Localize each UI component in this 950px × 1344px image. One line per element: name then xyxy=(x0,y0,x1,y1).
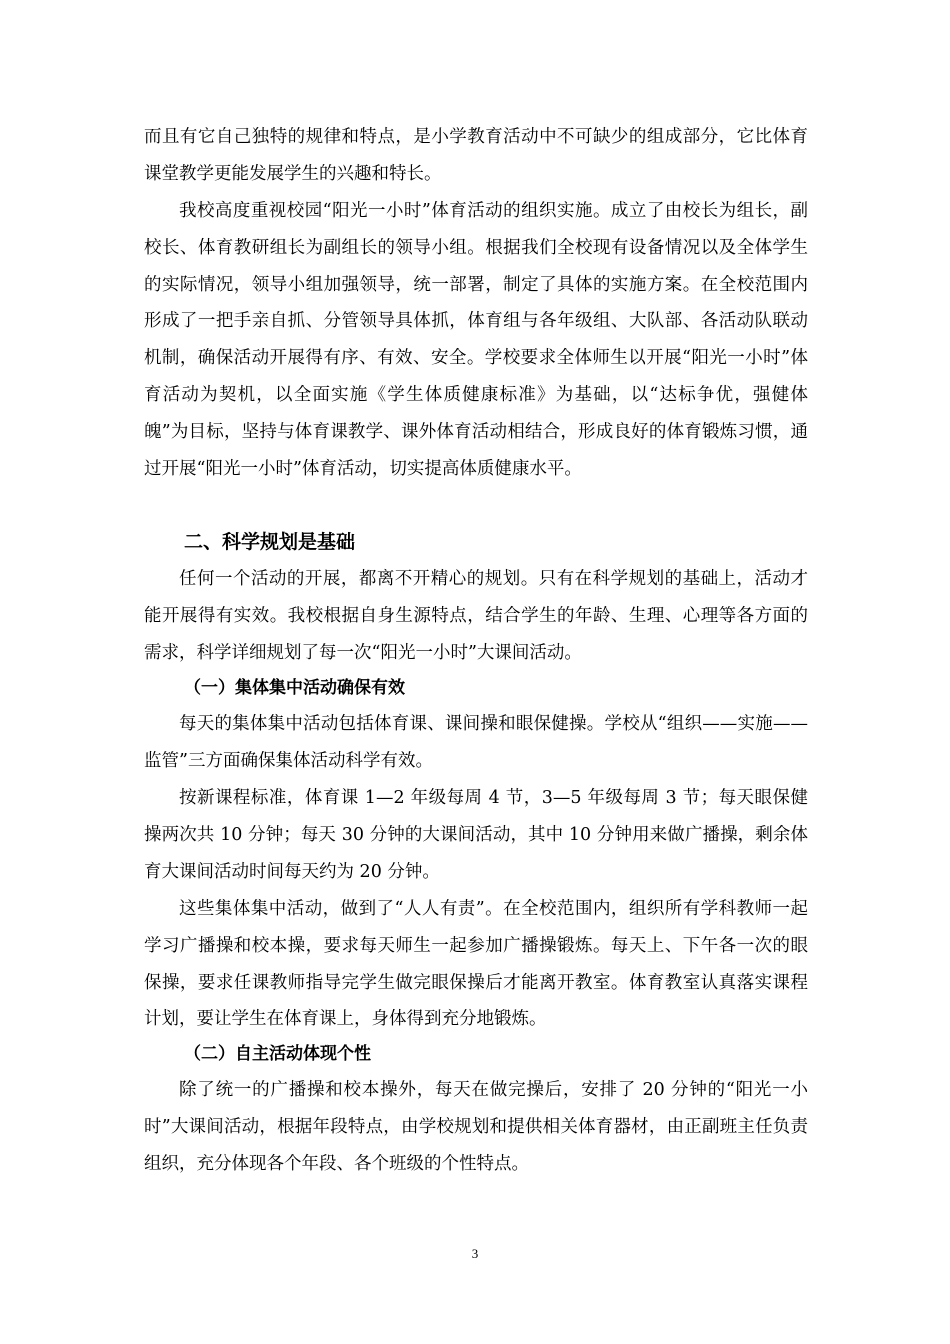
paragraph-collective-activities: 每天的集体集中活动包括体育课、课间操和眼保健操。学校从“组织——实施——监管”三方面确保集体活动科学有效。 xyxy=(144,714,808,771)
paragraph-organization: 我校高度重视校园“阳光一小时”体育活动的组织实施。成立了由校长为组长，副校长、体育教研组长为副组长的领导小组。根据我们全校现有设备情况以及全体学生的实际情况，领导小组加强领导，统一部署，制定了具体的实施方案。在全校范围内形成了一把手亲自抓、分管领导具体抓，体育组与各年级组、大队部、各活动队联动机制，确保活动开展得有序、有效、安全。学校要求全体师生以开展“阳光一小时”体育活动为契机，以全面实施《学生体质健康标准》为基础，以“达标争优，强健体魄”为目标，坚持与体育课教学、课外体育活动相结合，形成良好的体育锻炼习惯，通过开展“阳光一小时”体育活动，切实提高体质健康水平。 xyxy=(144,201,808,479)
paragraph-planning: 任何一个活动的开展，都离不开精心的规划。只有在科学规划的基础上，活动才能开展得有实效。我校根据自身生源特点，结合学生的年龄、生理、心理等各方面的需求，科学详细规划了每一次“阳光一小时”大课间活动。 xyxy=(144,569,808,663)
subsection-heading-autonomous: （二）自主活动体现个性 xyxy=(184,1044,371,1064)
subsection-heading-collective: （一）集体集中活动确保有效 xyxy=(184,678,405,698)
paragraph-autonomous-activities: 除了统一的广播操和校本操外，每天在做完操后，安排了 20 分钟的“阳光一小时”大课间活动，根据年段特点，由学校规划和提供相关体育器材，由正副班主任负责组织，充分体现各个年段、各个班级的个性特点。 xyxy=(144,1080,808,1174)
section-heading-planning: 二、科学规划是基础 xyxy=(184,531,356,553)
paragraph-responsibility: 这些集体集中活动，做到了“人人有责”。在全校范围内，组织所有学科教师一起学习广播操和校本操，要求每天师生一起参加广播操锻炼。每天上、下午各一次的眼保操，要求任课教师指导完学生做完眼保操后才能离开教室。体育教室认真落实课程计划，要让学生在体育课上，身体得到充分地锻炼。 xyxy=(144,899,808,1030)
page-number: 3 xyxy=(471,1246,479,1261)
paragraph-continuation: 而且有它自己独特的规律和特点，是小学教育活动中不可缺少的组成部分，它比体育课堂教学更能发展学生的兴趣和特长。 xyxy=(144,127,808,184)
paragraph-curriculum-standard: 按新课程标准，体育课 1—2 年级每周 4 节，3—5 年级每周 3 节；每天眼保健操两次共 10 分钟；每天 30 分钟的大课间活动，其中 10 分钟用来做广播操，剩余体育大课间活动时间每天约为 20 分钟。 xyxy=(144,788,808,882)
